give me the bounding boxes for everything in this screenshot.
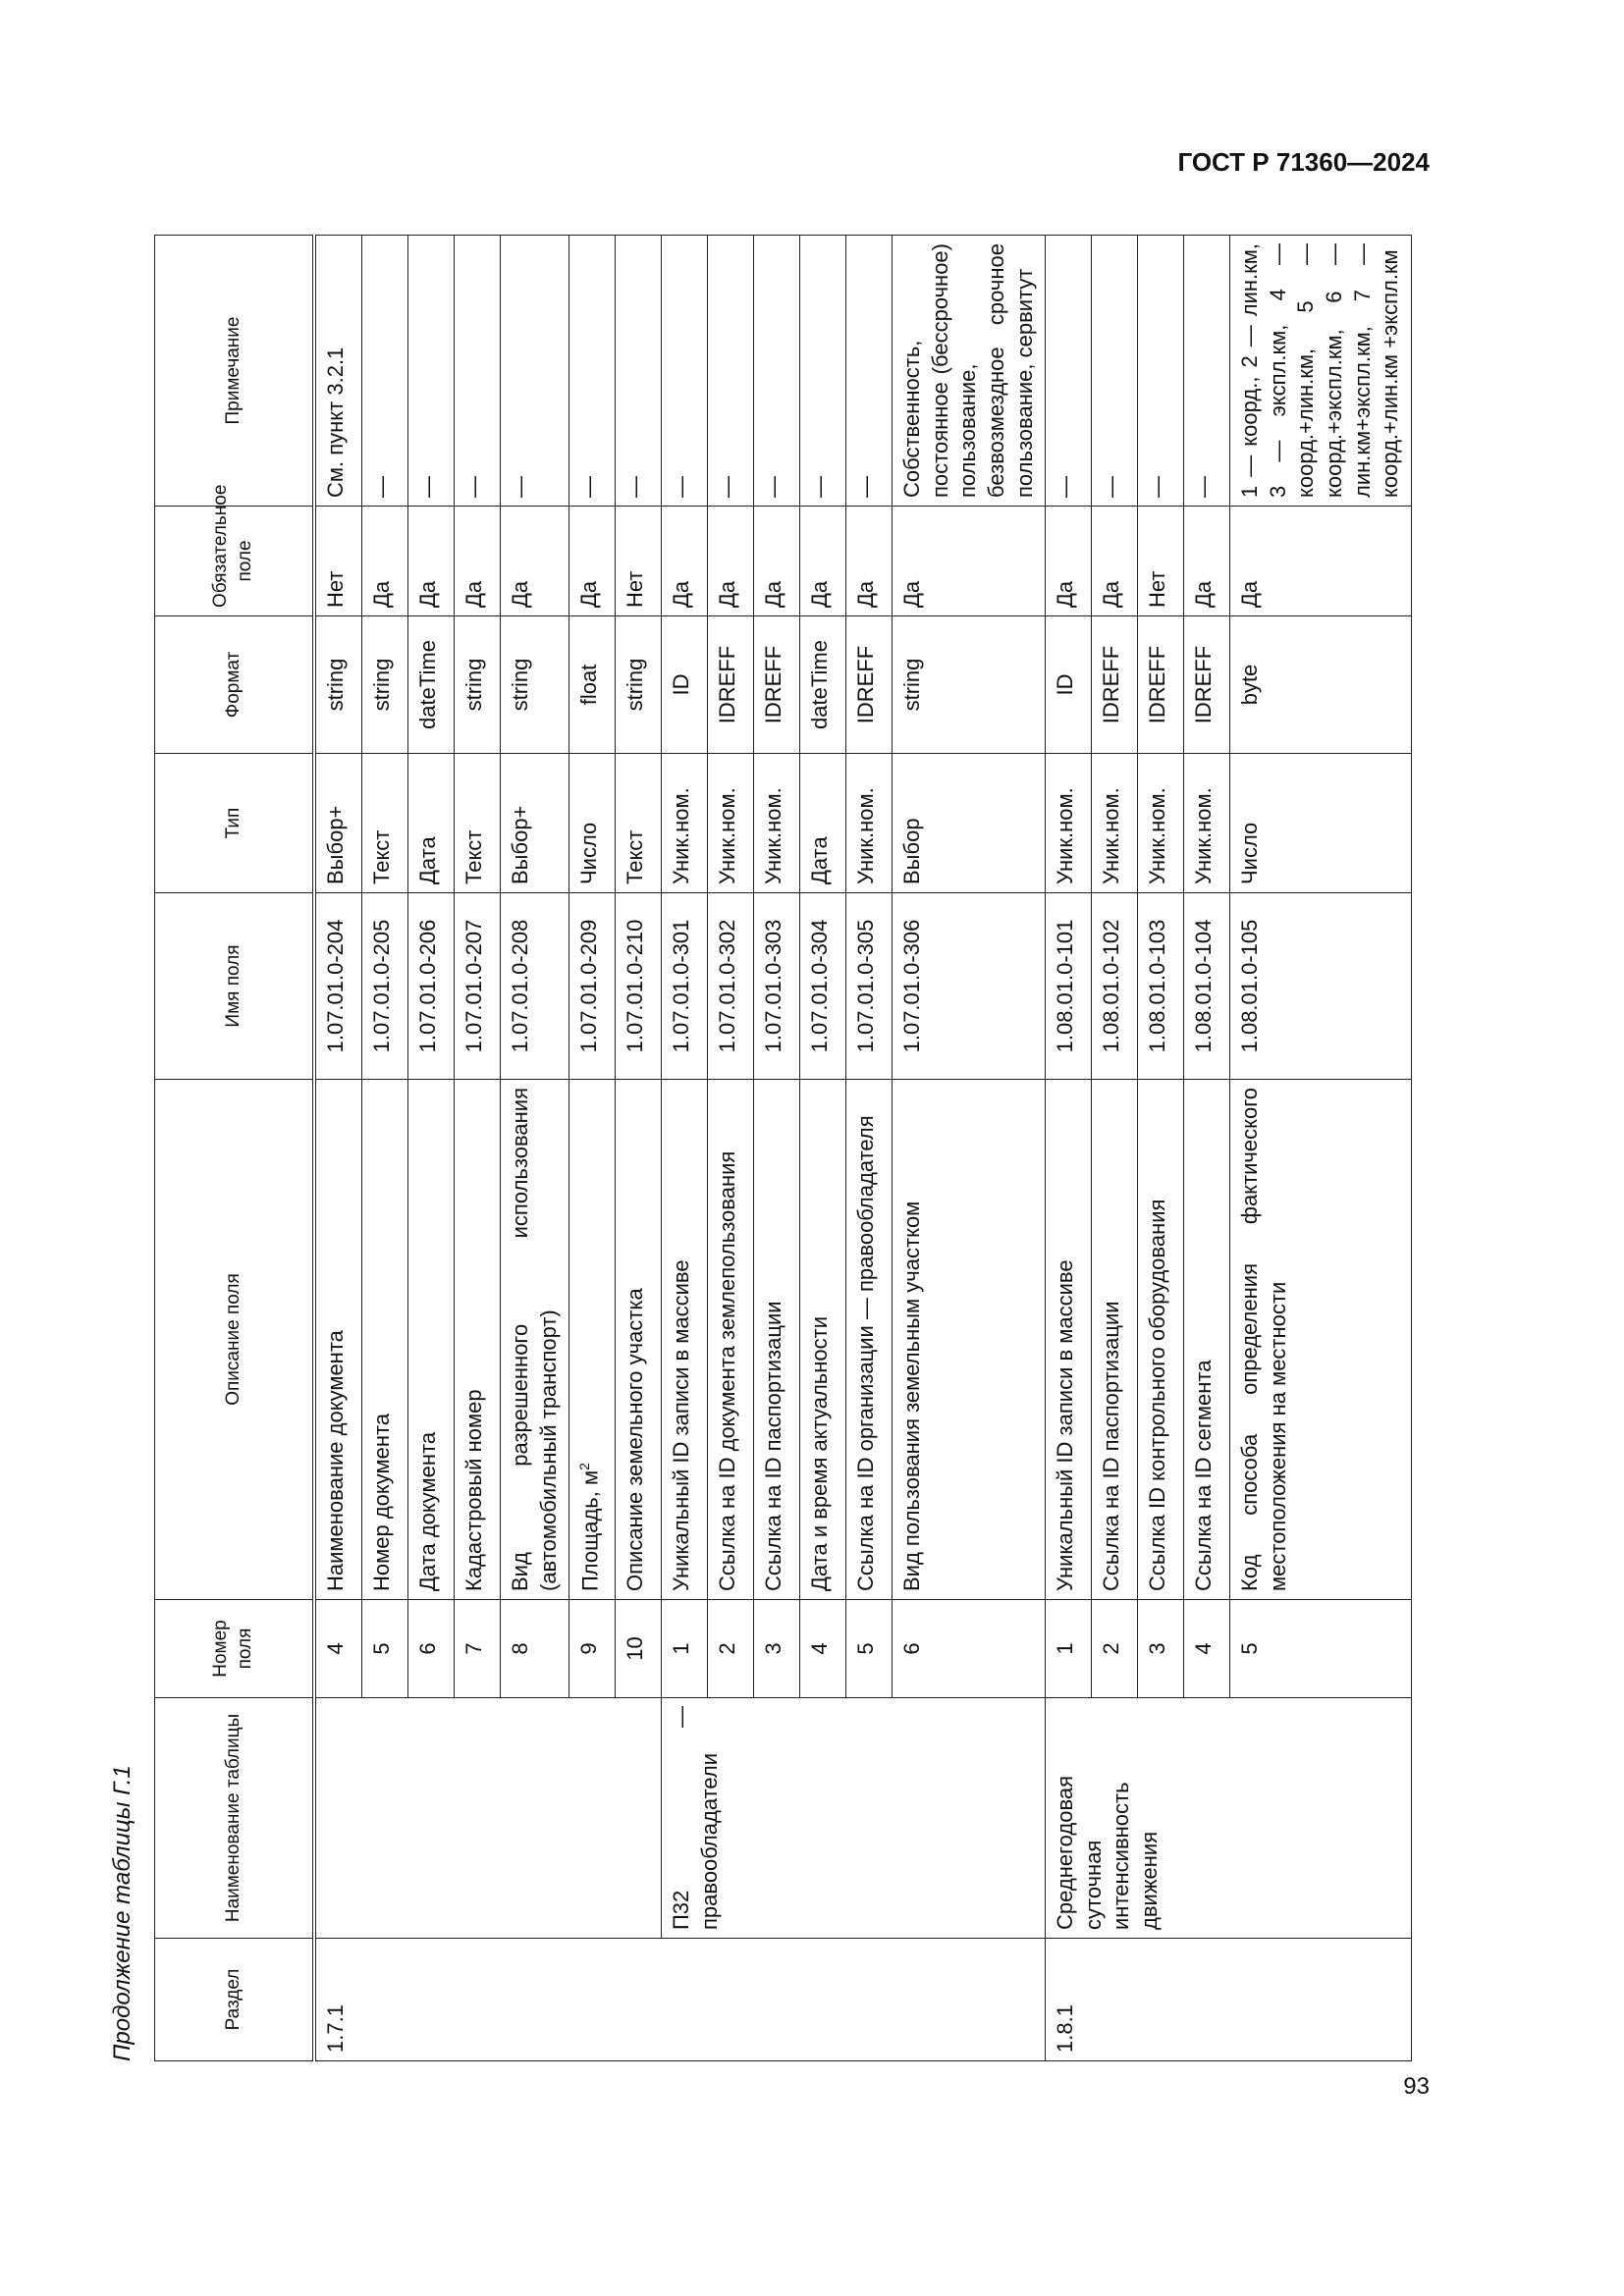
header-required: Обязательное поле (155, 507, 315, 616)
cell-type: Число (569, 754, 616, 893)
header-field-no: Номер поля (155, 1600, 315, 1698)
cell-note: 1 — коорд., 2 — лин.км, 3 — экспл.км, 4 — коорд.+лин.км, 5 — коорд.+экспл.км, 6 — лин.км+экспл.км, 7 — коорд.+лин.км +экспл.км (1230, 236, 1412, 507)
cell-note: — (708, 236, 754, 507)
cell-format: IDREFF (1092, 616, 1138, 754)
cell-desc: Ссылка на ID сегмента (1184, 1080, 1230, 1600)
cell-format: float (569, 616, 616, 754)
cell-no: 4 (314, 1600, 362, 1698)
cell-note: — (754, 236, 800, 507)
cell-desc: Ссылка на ID паспортизации (754, 1080, 800, 1600)
cell-format: IDREFF (708, 616, 754, 754)
table-name-cell: П32 — правообладатели (662, 1698, 1046, 1939)
rotated-table-container (109, 226, 1415, 2061)
cell-no: 8 (501, 1600, 569, 1698)
cell-format: dateTime (408, 616, 455, 754)
cell-desc (569, 1080, 616, 1600)
cell-desc: Вид пользования земельным участком (893, 1080, 1046, 1600)
cell-desc: Номер документа (362, 1080, 408, 1600)
cell-desc: Ссылка ID контрольного оборудования (1138, 1080, 1184, 1600)
cell-no: 5 (362, 1600, 408, 1698)
cell-req: Нет (314, 507, 362, 616)
cell-no: 5 (1230, 1600, 1412, 1698)
cell-name: 1.08.01.0-102 (1092, 893, 1138, 1080)
cell-req: Да (1184, 507, 1230, 616)
cell-name: 1.07.01.0-209 (569, 893, 616, 1080)
cell-name: 1.07.01.0-302 (708, 893, 754, 1080)
cell-desc: Вид разрешенного использования (автомобильный транспорт) (501, 1080, 569, 1600)
cell-note: — (569, 236, 616, 507)
cell-note: — (455, 236, 501, 507)
cell-no: 6 (408, 1600, 455, 1698)
cell-req: Да (1046, 507, 1092, 616)
cell-req: Да (569, 507, 616, 616)
cell-note: — (362, 236, 408, 507)
cell-req: Да (708, 507, 754, 616)
header-table-name: Наименование таблицы (155, 1698, 315, 1939)
header-format: Формат (155, 616, 315, 754)
header-type: Тип (155, 754, 315, 893)
cell-note: — (662, 236, 708, 507)
section-cell: 1.8.1 (1046, 1939, 1412, 2061)
cell-format: IDREFF (754, 616, 800, 754)
cell-note: См. пункт 3.2.1 (314, 236, 362, 507)
desc-text: Площадь, м (577, 1469, 603, 1591)
cell-note: — (1046, 236, 1092, 507)
cell-name: 1.07.01.0-206 (408, 893, 455, 1080)
cell-name: 1.08.01.0-103 (1138, 893, 1184, 1080)
cell-note: — (800, 236, 846, 507)
cell-type: Текст (362, 754, 408, 893)
cell-format: byte (1230, 616, 1412, 754)
cell-req: Да (846, 507, 893, 616)
cell-note: — (1092, 236, 1138, 507)
cell-req: Да (362, 507, 408, 616)
cell-type: Выбор+ (314, 754, 362, 893)
cell-no: 2 (1092, 1600, 1138, 1698)
cell-req: Да (893, 507, 1046, 616)
cell-format: IDREFF (846, 616, 893, 754)
cell-no: 1 (662, 1600, 708, 1698)
cell-type: Выбор (893, 754, 1046, 893)
header-section: Раздел (155, 1939, 315, 2061)
cell-format: ID (1046, 616, 1092, 754)
header-field-name: Имя поля (155, 893, 315, 1080)
cell-no: 9 (569, 1600, 616, 1698)
cell-req: Да (455, 507, 501, 616)
cell-req: Да (662, 507, 708, 616)
table-body (314, 236, 1411, 2061)
cell-req: Да (1092, 507, 1138, 616)
cell-no: 2 (708, 1600, 754, 1698)
cell-no: 5 (846, 1600, 893, 1698)
cell-format: IDREFF (1184, 616, 1230, 754)
cell-name: 1.07.01.0-304 (800, 893, 846, 1080)
cell-format: string (314, 616, 362, 754)
cell-type: Уник.ном. (1184, 754, 1230, 893)
header-note: Примечание (155, 236, 315, 507)
header-field-desc: Описание поля (155, 1080, 315, 1600)
fields-table (154, 235, 1412, 2061)
cell-desc: Дата и время актуальности (800, 1080, 846, 1600)
cell-format: string (362, 616, 408, 754)
cell-req: Нет (616, 507, 662, 616)
cell-type: Уник.ном. (1138, 754, 1184, 893)
cell-desc: Уникальный ID записи в массиве (662, 1080, 708, 1600)
cell-format: string (501, 616, 569, 754)
cell-desc: Уникальный ID записи в массиве (1046, 1080, 1092, 1600)
cell-format: string (616, 616, 662, 754)
cell-no: 3 (754, 1600, 800, 1698)
cell-name: 1.08.01.0-105 (1230, 893, 1412, 1080)
cell-desc: Ссылка на ID организации — правообладателя (846, 1080, 893, 1600)
cell-no: 10 (616, 1600, 662, 1698)
table-row (1046, 236, 1092, 2061)
cell-name: 1.07.01.0-208 (501, 893, 569, 1080)
cell-name: 1.08.01.0-101 (1046, 893, 1092, 1080)
table-row (662, 236, 708, 2061)
cell-req: Да (501, 507, 569, 616)
cell-note: — (1184, 236, 1230, 507)
cell-type: Текст (616, 754, 662, 893)
cell-type: Уник.ном. (662, 754, 708, 893)
cell-name: 1.08.01.0-104 (1184, 893, 1230, 1080)
cell-req: Да (408, 507, 455, 616)
cell-no: 4 (1184, 1600, 1230, 1698)
cell-name: 1.07.01.0-207 (455, 893, 501, 1080)
cell-desc: Код способа определения фактического местоположения на местности (1230, 1080, 1412, 1600)
section-cell (662, 1939, 1046, 2061)
cell-format: dateTime (800, 616, 846, 754)
cell-desc: Описание земельного участка (616, 1080, 662, 1600)
cell-req: Да (800, 507, 846, 616)
table-name-cell: Среднегодовая суточная интенсивность движения (1046, 1698, 1412, 1939)
cell-no: 7 (455, 1600, 501, 1698)
cell-type: Уник.ном. (846, 754, 893, 893)
cell-desc: Ссылка на ID документа землепользования (708, 1080, 754, 1600)
cell-desc: Дата документа (408, 1080, 455, 1600)
cell-name: 1.07.01.0-305 (846, 893, 893, 1080)
cell-type: Дата (800, 754, 846, 893)
cell-type: Число (1230, 754, 1412, 893)
cell-type: Выбор+ (501, 754, 569, 893)
cell-note: Собственность, постоянное (бессрочное) пользование, безвозмездное срочное пользование, сервитут (893, 236, 1046, 507)
cell-format: IDREFF (1138, 616, 1184, 754)
page-number: 93 (1403, 2073, 1430, 2100)
cell-name: 1.07.01.0-204 (314, 893, 362, 1080)
cell-type: Уник.ном. (754, 754, 800, 893)
cell-type: Текст (455, 754, 501, 893)
cell-no: 6 (893, 1600, 1046, 1698)
cell-type: Уник.ном. (1092, 754, 1138, 893)
cell-req: Да (1230, 507, 1412, 616)
document-code: ГОСТ Р 71360—2024 (1177, 147, 1430, 177)
cell-no: 4 (800, 1600, 846, 1698)
cell-desc: Ссылка на ID паспортизации (1092, 1080, 1138, 1600)
cell-format: ID (662, 616, 708, 754)
cell-name: 1.07.01.0-303 (754, 893, 800, 1080)
cell-name: 1.07.01.0-301 (662, 893, 708, 1080)
cell-no: 3 (1138, 1600, 1184, 1698)
cell-note: — (1138, 236, 1184, 507)
cell-type: Дата (408, 754, 455, 893)
continuation-label: Продолжение таблицы Г.1 (109, 1765, 135, 2061)
table-header-row (155, 236, 315, 2061)
cell-format: string (893, 616, 1046, 754)
cell-req: Да (754, 507, 800, 616)
cell-note: — (501, 236, 569, 507)
cell-note: — (616, 236, 662, 507)
cell-type: Уник.ном. (708, 754, 754, 893)
cell-type: Уник.ном. (1046, 754, 1092, 893)
cell-req: Нет (1138, 507, 1184, 616)
cell-desc: Кадастровый номер (455, 1080, 501, 1600)
table-name-cell (314, 1698, 662, 1939)
cell-no: 1 (1046, 1600, 1092, 1698)
cell-name: 1.07.01.0-205 (362, 893, 408, 1080)
cell-note: — (846, 236, 893, 507)
cell-name: 1.07.01.0-210 (616, 893, 662, 1080)
desc-superscript: 2 (576, 1463, 593, 1470)
section-cell: 1.7.1 (314, 1939, 662, 2061)
cell-format: string (455, 616, 501, 754)
table-row (314, 236, 362, 2061)
cell-desc: Наименование документа (314, 1080, 362, 1600)
cell-name: 1.07.01.0-306 (893, 893, 1046, 1080)
cell-note: — (408, 236, 455, 507)
